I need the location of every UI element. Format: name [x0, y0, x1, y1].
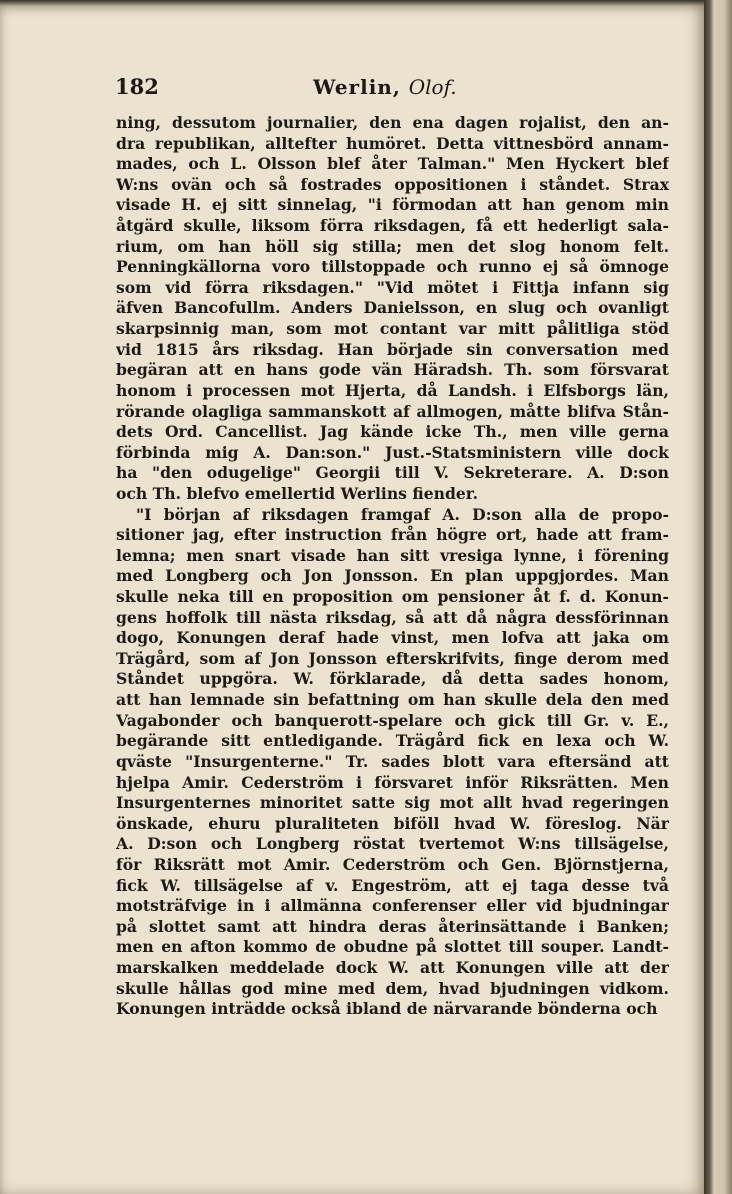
- running-head-firstname: Olof.: [408, 75, 457, 99]
- text-line: dogo, Konungen deraf hade vinst, men lofva att jaka om: [116, 628, 669, 648]
- text-line: men en afton kommo de obudne på slottet till souper. Landt-: [116, 937, 669, 957]
- text-line: dra republikan, alltefter humöret. Detta vittnesbörd annam-: [116, 133, 669, 153]
- text-line: Trägård, som af Jon Jonsson efterskrifvits, finge derom med: [116, 648, 669, 668]
- running-head-surname: Werlin,: [313, 75, 401, 99]
- next-page-edge: [704, 0, 732, 1194]
- text-line: skarpsinnig man, som mot contant var mitt pålitliga stöd: [116, 319, 669, 339]
- text-line: och Th. blefvo emellertid Werlins fiender.: [116, 483, 478, 503]
- text-line: Penningkällorna voro tillstoppade och runno ej så ömnoge: [116, 257, 669, 277]
- text-line: åtgärd skulle, liksom förra riksdagen, få ett hederligt sala-: [116, 216, 669, 236]
- text-line: ha "den odugelige" Georgii till V. Sekreterare. A. D:son: [116, 463, 669, 483]
- text-line: begärande sitt entledigande. Trägård fick en lexa och W.: [116, 731, 669, 751]
- text-line: marskalken meddelade dock W. att Konungen ville att der: [116, 957, 669, 977]
- text-line: motsträfvige in i allmänna conferenser eller vid bjudningar: [116, 896, 669, 916]
- text-line: dets Ord. Cancellist. Jag kände icke Th., men ville gerna: [116, 422, 669, 442]
- text-line: fick W. tillsägelse af v. Engeström, att ej taga desse två: [116, 875, 669, 895]
- text-line: önskade, ehuru pluraliteten biföll hvad W. föreslog. När: [116, 813, 669, 833]
- text-line: skulle hållas god mine med dem, hvad bjudningen vidkom.: [116, 978, 669, 998]
- text-line: äfven Bancofullm. Anders Danielsson, en slug och ovanligt: [116, 298, 669, 318]
- text-line: ning, dessutom journalier, den ena dagen rojalist, den an-: [116, 113, 669, 132]
- text-line: hjelpa Amir. Cederström i försvaret inför Riksrätten. Men: [116, 772, 669, 792]
- running-head: [313, 75, 457, 99]
- top-shadow: [0, 0, 704, 6]
- text-line: på slottet samt att hindra deras återinsättande i Banken;: [116, 916, 669, 936]
- text-line: mades, och L. Olsson blef åter Talman." Men Hyckert blef: [116, 154, 669, 174]
- text-line: W:ns ovän och så fostrades oppositionen i ståndet. Strax: [116, 174, 669, 194]
- text-line: förbinda mig A. Dan:son." Just.-Statsministern ville dock: [116, 442, 669, 462]
- text-line: med Longberg och Jon Jonsson. En plan uppgjordes. Man: [116, 566, 669, 586]
- text-line: visade H. ej sitt sinnelag, "i förmodan att han genom min: [116, 195, 669, 215]
- text-line: qväste "Insurgenterne." Tr. sades blott vara eftersänd att: [116, 751, 669, 771]
- text-line: honom i processen mot Hjerta, då Landsh. i Elfsborgs län,: [116, 380, 669, 400]
- text-line: som vid förra riksdagen." "Vid mötet i Fittja infann sig: [116, 277, 669, 297]
- text-line: sitioner jag, efter instruction från högre ort, hade att fram-: [116, 525, 669, 545]
- text-line: vid 1815 års riksdag. Han började sin conversation med: [116, 339, 669, 359]
- text-line: Konungen inträdde också ibland de närvarande bönderna och: [116, 999, 658, 1019]
- text-line: Vagabonder och banquerott-spelare och gick till Gr. v. E.,: [116, 710, 669, 730]
- text-line: skulle neka till en proposition om pensioner åt f. d. Konun-: [116, 587, 669, 607]
- text-line: A. D:son och Longberg röstat tvertemot W:ns tillsägelse,: [116, 834, 669, 854]
- text-line: att han lemnade sin befattning om han skulle dela den med: [116, 690, 669, 710]
- text-line: Ståndet uppgöra. W. förklarade, då detta sades honom,: [116, 669, 669, 689]
- text-line: gens hoffolk till nästa riksdag, så att då några dessförinnan: [116, 607, 669, 627]
- text-line: begäran att en hans gode vän Häradsh. Th. som försvarat: [116, 360, 669, 380]
- body-text: [116, 113, 669, 1020]
- text-line: rium, om han höll sig stilla; men det slog honom felt.: [116, 236, 669, 256]
- running-header: [115, 74, 670, 102]
- text-line: rörande olagliga sammanskott af allmogen, måtte blifva Stån-: [116, 401, 669, 421]
- page-number: 182: [115, 74, 159, 99]
- text-line: lemna; men snart visade han sitt vresiga lynne, i förening: [116, 545, 669, 565]
- text-line: Insurgenternes minoritet satte sig mot allt hvad regeringen: [116, 793, 669, 813]
- text-line: för Riksrätt mot Amir. Cederström och Gen. Björnstjerna,: [116, 854, 669, 874]
- text-line: "I början af riksdagen framgaf A. D:son alla de propo-: [136, 504, 669, 524]
